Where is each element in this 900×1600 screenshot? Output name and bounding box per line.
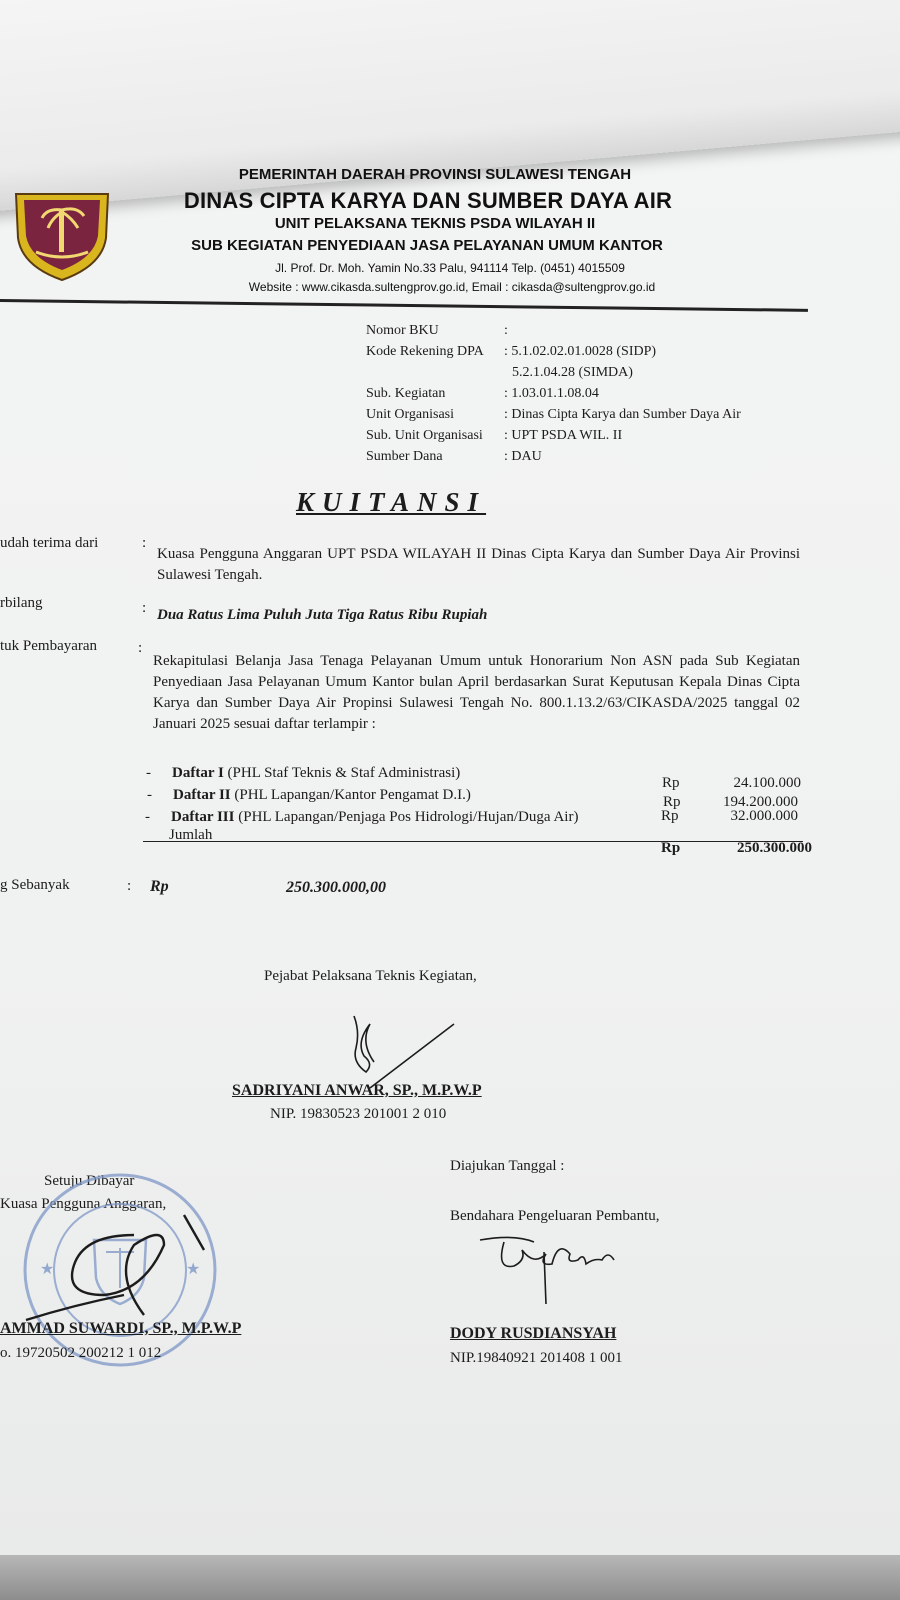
budget-info-block (366, 320, 786, 467)
info-row-bku (366, 320, 786, 341)
received-from-label: udah terima dari (0, 535, 99, 551)
total-amount: 250.300.000 (737, 840, 812, 856)
info-row-sumber-dana (366, 446, 786, 467)
list-item-amount: 32.000.000 (730, 808, 798, 824)
info-value: : (504, 323, 508, 338)
amount-in-words-value: Dua Ratus Lima Puluh Juta Tiga Ratus Ribu Rupiah (157, 607, 488, 623)
total-row (169, 827, 829, 856)
info-label: Kode Rekening DPA (366, 344, 484, 359)
colon: : (142, 535, 147, 551)
list-item-amount: 24.100.000 (733, 775, 801, 791)
official-nip: NIP. 19830523 201001 2 010 (270, 1106, 447, 1122)
info-row-kode-rekening (366, 341, 786, 362)
list-item-amount: 194.200.000 (723, 794, 798, 810)
list-item (147, 787, 807, 809)
official-title: Pejabat Pelaksana Teknis Kegiatan, (264, 968, 477, 984)
province-emblem-icon (12, 188, 112, 282)
info-row-unit-organisasi (366, 404, 786, 425)
list-item-currency: Rp (661, 808, 679, 824)
budget-authority-signature (14, 1195, 214, 1325)
approval-label: Setuju Dibayar (44, 1173, 135, 1189)
treasurer-signature (474, 1230, 624, 1310)
info-label: Unit Organisasi (366, 407, 455, 422)
budget-authority-name: AMMAD SUWARDI, SP., M.P.W.P (0, 1320, 242, 1337)
payment-purpose-value: Rekapitulasi Belanja Jasa Tenaga Pelayanan Umum untuk Honorarium Non ASN pada Sub Kegiatan Penyediaan Jasa Pelayanan Umum Kantor bulan April berdasarkan Surat Keputusan Kepala Dinas Cipta Karya dan Sumber Daya Air Propinsi Sulawesi Tengah No. 800.1.13.2/63/CIKASDA/2025 tanggal 02 Januari 2025 sesuai daftar terlampir : (153, 653, 800, 732)
info-row-sub-unit (366, 425, 786, 446)
amount-value: 250.300.000,00 (286, 879, 386, 896)
list-dash: - (146, 765, 151, 781)
amount-in-words-label: rbilang (0, 595, 43, 611)
list-item-title: Daftar I (172, 765, 224, 781)
list-dash: - (145, 809, 150, 825)
budget-authority-title: Kuasa Pengguna Anggaran, (0, 1196, 167, 1212)
background-surface (0, 1555, 900, 1600)
treasurer-name: DODY RUSDIANSYAH (450, 1325, 617, 1342)
list-item (146, 765, 806, 791)
official-name: SADRIYANI ANWAR, SP., M.P.W.P (232, 1082, 482, 1099)
list-item-desc: (PHL Staf Teknis & Staf Administrasi) (223, 765, 461, 781)
treasurer-title: Bendahara Pengeluaran Pembantu, (450, 1208, 660, 1224)
info-value: : 5.1.02.02.01.0028 (SIDP) (504, 344, 657, 359)
list-item (145, 809, 805, 831)
letterhead-website: Website : www.cikasda.sultengprov.go.id, Email : cikasda@sultengprov.go.id (248, 280, 656, 294)
info-label: Sumber Dana (366, 449, 443, 464)
colon: : (142, 600, 147, 616)
submitted-date-label: Diajukan Tanggal : (450, 1158, 565, 1174)
received-from-value: Kuasa Pengguna Anggaran UPT PSDA WILAYAH II Dinas Cipta Karya dan Sumber Daya Air Provinsi Sulawesi Tengah. (157, 546, 800, 583)
list-item-title: Daftar II (173, 787, 231, 803)
letterhead-subactivity: SUB KEGIATAN PENYEDIAAN JASA PELAYANAN UMUM KANTOR (191, 237, 663, 254)
list-dash: - (147, 787, 152, 803)
info-value: : 1.03.01.1.08.04 (504, 386, 599, 401)
list-item-currency: Rp (662, 775, 680, 791)
info-value: : Dinas Cipta Karya dan Sumber Daya Air (504, 407, 741, 422)
colon: : (127, 878, 132, 894)
payment-breakdown-list (143, 765, 812, 856)
total-label: Jumlah (169, 827, 213, 843)
colon: : (138, 640, 143, 656)
info-value: : DAU (504, 449, 542, 464)
document-title: KUITANSI (296, 487, 487, 517)
info-row-kode-rekening-2 (366, 362, 786, 383)
svg-text:★: ★ (40, 1261, 55, 1278)
payment-purpose-label: tuk Pembayaran (0, 638, 98, 654)
info-value: : UPT PSDA WIL. II (504, 428, 623, 443)
budget-authority-nip: o. 19720502 200212 1 012 (0, 1345, 162, 1361)
list-item-desc: (PHL Lapangan/Kantor Pengamat D.I.) (230, 787, 471, 803)
info-label: Nomor BKU (366, 323, 439, 338)
info-label: Sub. Unit Organisasi (366, 428, 483, 443)
info-row-sub-kegiatan (366, 383, 786, 404)
letterhead-unit: UNIT PELAKSANA TEKNIS PSDA WILAYAH II (274, 215, 596, 232)
letterhead-government: PEMERINTAH DAERAH PROVINSI SULAWESI TENGAH (238, 166, 632, 183)
letterhead-address: Jl. Prof. Dr. Moh. Yamin No.33 Palu, 941114 Telp. (0451) 4015509 (275, 261, 625, 275)
total-currency: Rp (661, 840, 681, 856)
info-value: 5.2.1.04.28 (SIMDA) (512, 365, 633, 380)
list-item-desc: (PHL Lapangan/Penjaga Pos Hidrologi/Hujan/Duga Air) (234, 809, 579, 825)
amount-label: g Sebanyak (0, 877, 70, 893)
amount-currency: Rp (150, 878, 169, 895)
letterhead-agency: DINAS CIPTA KARYA DAN SUMBER DAYA AIR (183, 188, 673, 213)
info-label: Sub. Kegiatan (366, 386, 446, 401)
list-item-title: Daftar III (171, 809, 235, 825)
list-item-currency: Rp (663, 794, 681, 810)
svg-text:★: ★ (186, 1261, 201, 1278)
treasurer-nip: NIP.19840921 201408 1 001 (450, 1350, 623, 1366)
